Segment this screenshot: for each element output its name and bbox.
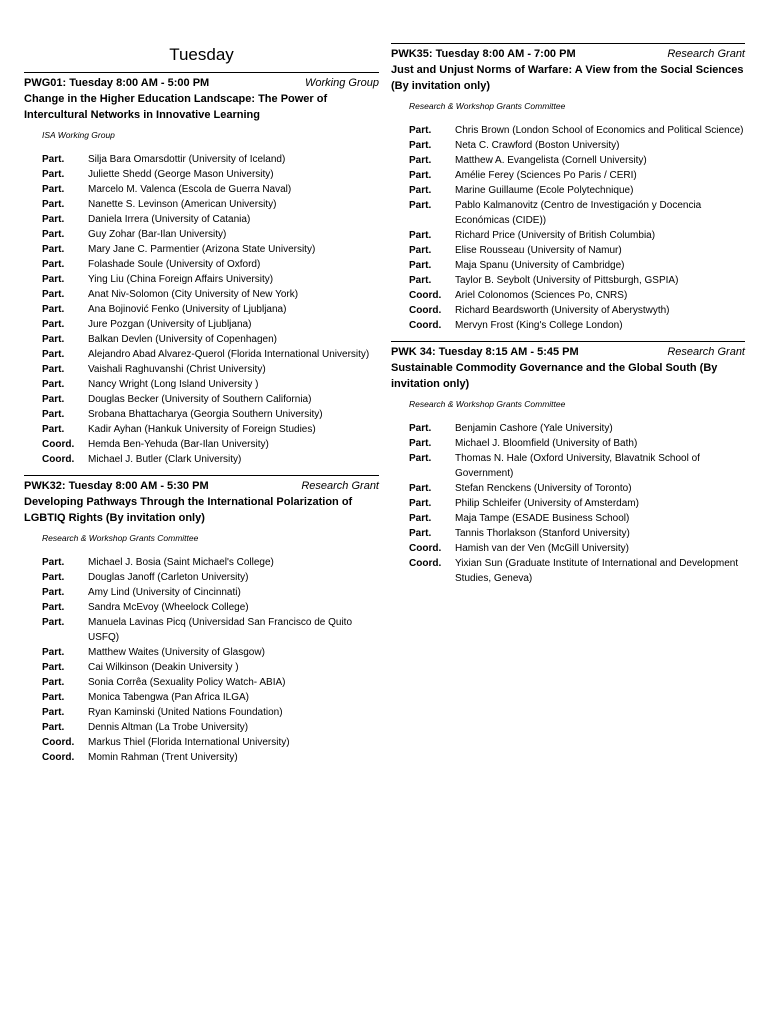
participant-row	[42, 675, 379, 690]
participant-name: Maja Tampe (ESADE Business School)	[455, 513, 630, 524]
participant-row	[42, 735, 379, 750]
participant-name: Jure Pozgan (University of Ljubljana)	[88, 319, 252, 330]
participant-row	[409, 258, 745, 273]
session-sponsor: Research & Workshop Grants Committee	[42, 533, 199, 543]
participant-role: Part.	[409, 125, 432, 136]
participant-row	[42, 720, 379, 735]
participant-role: Part.	[409, 438, 432, 449]
participant-role: Part.	[42, 334, 65, 345]
participant-role: Part.	[409, 230, 432, 241]
participant-row	[409, 496, 745, 511]
participant-row	[42, 362, 379, 377]
session-block	[24, 475, 379, 773]
participant-name: Sonia Corrêa (Sexuality Policy Watch- ABIA)	[88, 677, 286, 688]
participant-name: Maja Spanu (University of Cambridge)	[455, 260, 625, 271]
participant-name: Douglas Janoff (Carleton University)	[88, 572, 249, 583]
participant-role: Part.	[42, 304, 65, 315]
participant-row	[42, 600, 379, 615]
participant-role: Part.	[42, 319, 65, 330]
participant-row	[42, 287, 379, 302]
participant-row	[42, 227, 379, 242]
participant-row	[42, 167, 379, 182]
participant-row	[42, 570, 379, 585]
participant-row	[42, 615, 379, 645]
participant-name: Michael J. Bosia (Saint Michael's College)	[88, 557, 274, 568]
participant-role: Coord.	[409, 320, 442, 331]
participant-name: Michael J. Butler (Clark University)	[88, 454, 242, 465]
participant-row	[409, 123, 745, 138]
participant-role: Part.	[42, 617, 65, 628]
participant-row	[42, 422, 379, 437]
participant-row	[42, 660, 379, 675]
session-block	[391, 341, 745, 594]
session-sponsor: Research & Workshop Grants Committee	[409, 399, 566, 409]
participant-name: Douglas Becker (University of Southern California)	[88, 394, 312, 405]
participant-role: Part.	[409, 423, 432, 434]
right-column	[391, 43, 745, 594]
participant-row	[42, 152, 379, 167]
session-spacer	[391, 586, 745, 594]
left-column	[24, 0, 379, 773]
participant-role: Part.	[42, 557, 65, 568]
participant-row	[42, 377, 379, 392]
participant-row	[42, 347, 379, 362]
participant-name: Nancy Wright (Long Island University )	[88, 379, 259, 390]
participant-row	[42, 705, 379, 720]
participant-name: Benjamin Cashore (Yale University)	[455, 423, 613, 434]
participant-role: Coord.	[42, 737, 75, 748]
participant-role: Part.	[42, 214, 65, 225]
participant-name: Nanette S. Levinson (American University)	[88, 199, 277, 210]
participant-row	[409, 511, 745, 526]
participant-role: Part.	[409, 140, 432, 151]
participant-row	[42, 317, 379, 332]
right-sessions	[391, 43, 745, 594]
participant-list	[409, 421, 745, 586]
participant-role: Coord.	[409, 290, 442, 301]
participant-row	[42, 645, 379, 660]
participant-role: Part.	[42, 289, 65, 300]
session-spacer	[391, 333, 745, 341]
participant-role: Part.	[409, 275, 432, 286]
participant-row	[42, 407, 379, 422]
session-header	[24, 76, 379, 91]
participant-name: Taylor B. Seybolt (University of Pittsburgh, GSPIA)	[455, 275, 679, 286]
participant-row	[42, 182, 379, 197]
participant-name: Marine Guillaume (Ecole Polytechnique)	[455, 185, 634, 196]
session-type: Working Group	[305, 77, 379, 89]
participant-name: Michael J. Bloomfield (University of Bath)	[455, 438, 638, 449]
participant-name: Marcelo M. Valenca (Escola de Guerra Naval)	[88, 184, 292, 195]
session-sponsor: ISA Working Group	[42, 130, 115, 140]
participant-name: Hemda Ben-Yehuda (Bar-Ilan University)	[88, 439, 269, 450]
participant-role: Part.	[42, 394, 65, 405]
participant-role: Part.	[409, 483, 432, 494]
participant-role: Part.	[42, 677, 65, 688]
session-title: Developing Pathways Through the International Polarization of LGBTIQ Rights (By invitation only)	[24, 496, 353, 524]
participant-role: Part.	[42, 572, 65, 583]
participant-row	[42, 585, 379, 600]
participant-name: Silja Bara Omarsdottir (University of Iceland)	[88, 154, 286, 165]
participant-name: Anat Niv-Solomon (City University of New York)	[88, 289, 299, 300]
participant-role: Part.	[42, 424, 65, 435]
participant-row	[409, 526, 745, 541]
participant-role: Part.	[409, 528, 432, 539]
participant-name: Amélie Ferey (Sciences Po Paris / CERI)	[455, 170, 637, 181]
participant-list	[409, 123, 745, 333]
participant-role: Part.	[42, 379, 65, 390]
session-title: Sustainable Commodity Governance and the Global South (By invitation only)	[391, 362, 718, 390]
participant-row	[409, 138, 745, 153]
participant-row	[42, 332, 379, 347]
participant-row	[409, 198, 745, 228]
participant-list	[42, 152, 379, 467]
session-block	[391, 43, 745, 341]
participant-role: Part.	[42, 602, 65, 613]
participant-role: Coord.	[42, 752, 75, 763]
participant-row	[409, 153, 745, 168]
participant-name: Ryan Kaminski (United Nations Foundation)	[88, 707, 283, 718]
participant-row	[409, 243, 745, 258]
session-code: PWK35: Tuesday 8:00 AM - 7:00 PM	[391, 48, 576, 60]
session-code: PWK32: Tuesday 8:00 AM - 5:30 PM	[24, 480, 209, 492]
participant-name: Balkan Devlen (University of Copenhagen)	[88, 334, 277, 345]
participant-name: Yixian Sun (Graduate Institute of International and Development Studies, Geneva)	[455, 558, 739, 584]
participant-name: Philip Schleifer (University of Amsterdam)	[455, 498, 639, 509]
participant-role: Part.	[409, 170, 432, 181]
participant-role: Part.	[42, 169, 65, 180]
participant-name: Pablo Kalmanovitz (Centro de Investigación y Docencia Económicas (CIDE))	[455, 200, 702, 226]
participant-name: Srobana Bhattacharya (Georgia Southern University)	[88, 409, 323, 420]
participant-name: Momin Rahman (Trent University)	[88, 752, 238, 763]
participant-role: Part.	[42, 274, 65, 285]
participant-role: Part.	[409, 498, 432, 509]
participant-role: Part.	[409, 513, 432, 524]
participant-row	[409, 288, 745, 303]
session-spacer	[24, 765, 379, 773]
participant-role: Part.	[42, 587, 65, 598]
participant-row	[42, 242, 379, 257]
session-block	[24, 72, 379, 475]
session-title: Just and Unjust Norms of Warfare: A View from the Social Sciences (By invitation only)	[391, 64, 744, 92]
participant-role: Part.	[42, 722, 65, 733]
participant-name: Kadir Ayhan (Hankuk University of Foreign Studies)	[88, 424, 316, 435]
participant-row	[42, 555, 379, 570]
participant-role: Part.	[409, 245, 432, 256]
participant-row	[42, 437, 379, 452]
participant-name: Hamish van der Ven (McGill University)	[455, 543, 629, 554]
participant-row	[409, 556, 745, 586]
participant-role: Part.	[42, 184, 65, 195]
participant-name: Cai Wilkinson (Deakin University )	[88, 662, 239, 673]
session-code: PWK 34: Tuesday 8:15 AM - 5:45 PM	[391, 346, 579, 358]
participant-role: Part.	[42, 154, 65, 165]
participant-name: Amy Lind (University of Cincinnati)	[88, 587, 241, 598]
participant-role: Part.	[409, 200, 432, 211]
participant-name: Tannis Thorlakson (Stanford University)	[455, 528, 630, 539]
participant-role: Part.	[42, 349, 65, 360]
participant-row	[409, 421, 745, 436]
participant-role: Part.	[42, 199, 65, 210]
day-title: Tuesday	[169, 45, 234, 64]
participant-row	[409, 451, 745, 481]
participant-row	[409, 168, 745, 183]
participant-row	[42, 197, 379, 212]
participant-row	[42, 302, 379, 317]
participant-role: Part.	[42, 692, 65, 703]
participant-row	[409, 318, 745, 333]
participant-row	[409, 303, 745, 318]
participant-row	[42, 452, 379, 467]
participant-name: Guy Zohar (Bar-Ilan University)	[88, 229, 227, 240]
participant-role: Coord.	[409, 305, 442, 316]
session-header	[391, 47, 745, 62]
participant-name: Chris Brown (London School of Economics and Political Science)	[455, 125, 744, 136]
left-sessions	[24, 72, 379, 773]
session-code: PWG01: Tuesday 8:00 AM - 5:00 PM	[24, 77, 210, 89]
participant-name: Richard Price (University of British Columbia)	[455, 230, 656, 241]
session-header	[391, 345, 745, 360]
participant-role: Coord.	[42, 439, 75, 450]
participant-name: Sandra McEvoy (Wheelock College)	[88, 602, 249, 613]
participant-role: Part.	[42, 647, 65, 658]
participant-name: Thomas N. Hale (Oxford University, Blavatnik School of Government)	[455, 453, 700, 479]
participant-role: Part.	[42, 662, 65, 673]
participant-name: Manuela Lavinas Picq (Universidad San Francisco de Quito USFQ)	[88, 617, 353, 643]
participant-name: Folashade Soule (University of Oxford)	[88, 259, 261, 270]
session-type: Research Grant	[301, 480, 379, 492]
participant-row	[42, 690, 379, 705]
participant-role: Part.	[409, 185, 432, 196]
participant-role: Part.	[42, 409, 65, 420]
participant-name: Ying Liu (China Foreign Affairs University)	[88, 274, 274, 285]
participant-role: Coord.	[409, 558, 442, 569]
participant-name: Mary Jane C. Parmentier (Arizona State University)	[88, 244, 316, 255]
participant-name: Elise Rousseau (University of Namur)	[455, 245, 622, 256]
participant-row	[42, 272, 379, 287]
participant-role: Part.	[42, 707, 65, 718]
participant-name: Dennis Altman (La Trobe University)	[88, 722, 249, 733]
participant-row	[409, 183, 745, 198]
participant-list	[42, 555, 379, 765]
participant-name: Ariel Colonomos (Sciences Po, CNRS)	[455, 290, 628, 301]
participant-name: Mervyn Frost (King's College London)	[455, 320, 623, 331]
participant-name: Stefan Renckens (University of Toronto)	[455, 483, 632, 494]
participant-role: Part.	[409, 155, 432, 166]
participant-row	[42, 392, 379, 407]
participant-row	[409, 481, 745, 496]
session-header	[24, 479, 379, 494]
participant-role: Part.	[42, 364, 65, 375]
participant-name: Markus Thiel (Florida International University)	[88, 737, 290, 748]
participant-name: Matthew A. Evangelista (Cornell University)	[455, 155, 647, 166]
session-sponsor: Research & Workshop Grants Committee	[409, 101, 566, 111]
participant-role: Part.	[42, 244, 65, 255]
participant-name: Richard Beardsworth (University of Aberystwyth)	[455, 305, 670, 316]
participant-row	[409, 273, 745, 288]
participant-row	[42, 257, 379, 272]
session-title: Change in the Higher Education Landscape: The Power of Intercultural Networks in Innovative Learning	[24, 93, 328, 121]
participant-role: Part.	[409, 453, 432, 464]
participant-name: Alejandro Abad Alvarez-Querol (Florida International University)	[88, 349, 370, 360]
participant-name: Neta C. Crawford (Boston University)	[455, 140, 620, 151]
participant-name: Juliette Shedd (George Mason University)	[88, 169, 274, 180]
participant-row	[409, 436, 745, 451]
participant-role: Coord.	[42, 454, 75, 465]
participant-name: Monica Tabengwa (Pan Africa ILGA)	[88, 692, 250, 703]
participant-role: Part.	[42, 259, 65, 270]
participant-name: Vaishali Raghuvanshi (Christ University)	[88, 364, 266, 375]
participant-name: Matthew Waites (University of Glasgow)	[88, 647, 265, 658]
participant-name: Ana Bojinović Fenko (University of Ljubljana)	[88, 304, 287, 315]
session-spacer	[24, 467, 379, 475]
session-type: Research Grant	[667, 346, 745, 358]
participant-name: Daniela Irrera (University of Catania)	[88, 214, 251, 225]
participant-row	[42, 750, 379, 765]
participant-row	[409, 541, 745, 556]
participant-role: Part.	[409, 260, 432, 271]
participant-row	[42, 212, 379, 227]
participant-role: Part.	[42, 229, 65, 240]
participant-role: Coord.	[409, 543, 442, 554]
participant-row	[409, 228, 745, 243]
session-type: Research Grant	[667, 48, 745, 60]
